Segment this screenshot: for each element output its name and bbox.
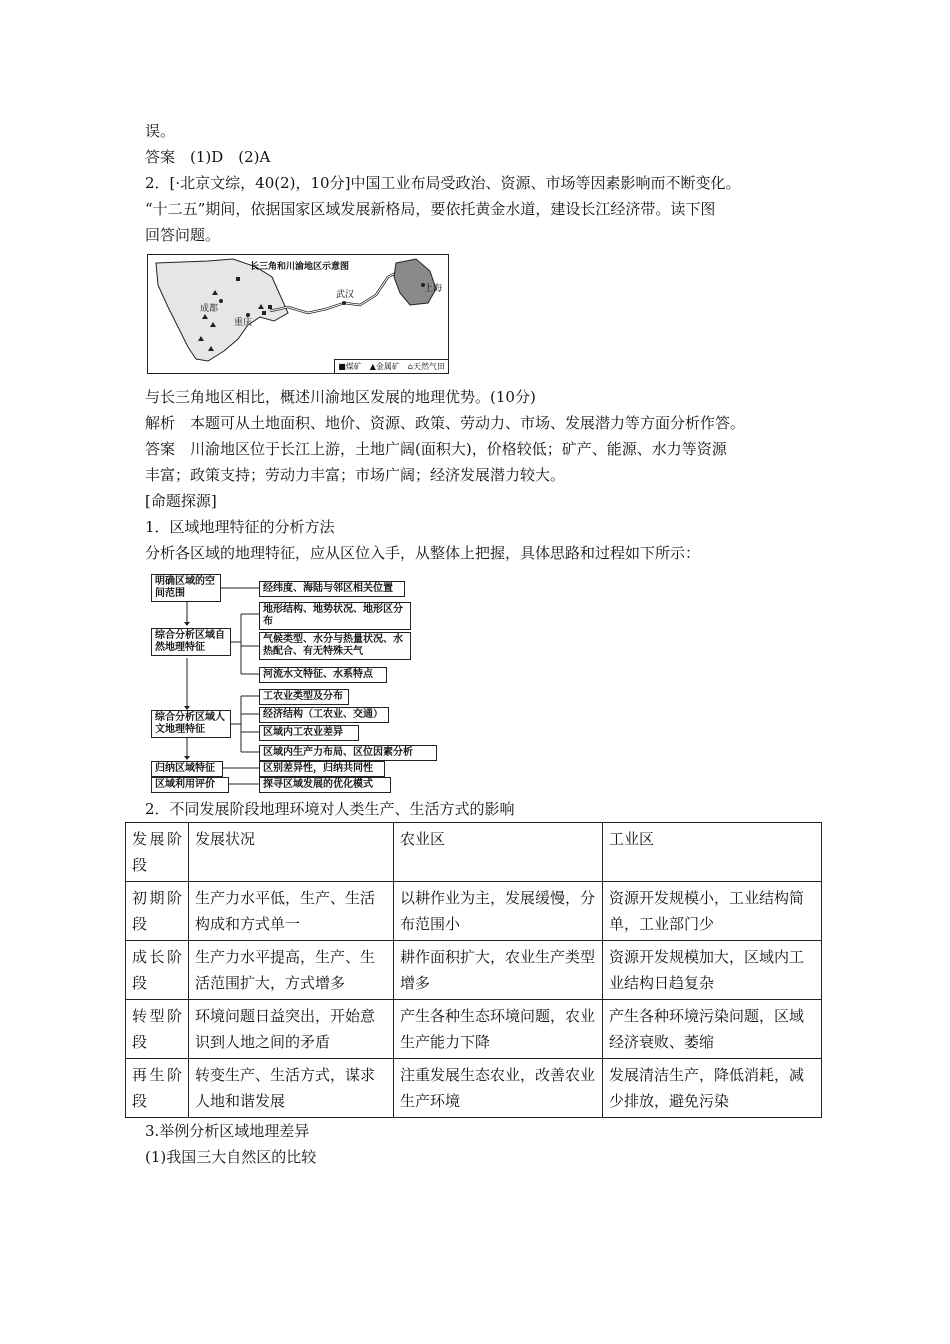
development-stage-table xyxy=(125,822,822,1118)
map-graphic xyxy=(148,255,448,373)
flow-detail: 地形结构、地势状况、地形区分布 xyxy=(259,602,411,630)
table-cell: 产生各种环境污染问题，区域经济衰败、萎缩 xyxy=(603,1000,822,1059)
table-cell: 转变生产、生活方式，谋求人地和谐发展 xyxy=(189,1059,394,1118)
flow-detail: 区别差异性，归纳共同性 xyxy=(259,761,385,777)
flow-detail: 区域内工农业差异 xyxy=(259,725,359,741)
section-heading: [命题探源] xyxy=(145,492,217,510)
subsection-heading: 3.举例分析区域地理差异 xyxy=(145,1122,310,1140)
table-cell: 生产力水平低，生产、生活构成和方式单一 xyxy=(189,882,394,941)
table-cell: 耕作面积扩大，农业生产类型增多 xyxy=(394,941,603,1000)
flow-detail: 工农业类型及分布 xyxy=(259,689,349,705)
table-cell: 注重发展生态农业，改善农业生产环境 xyxy=(394,1059,603,1118)
table-row xyxy=(126,941,822,1000)
flow-step: 区域利用评价 xyxy=(151,777,229,793)
table-cell: 产生各种生态环境问题，农业生产能力下降 xyxy=(394,1000,603,1059)
table-cell: 发展清洁生产，降低消耗，减少排放，避免污染 xyxy=(603,1059,822,1118)
table-header-cell: 发展状况 xyxy=(189,823,394,882)
flow-step: 归纳区域特征 xyxy=(151,761,223,777)
table-header-cell: 工业区 xyxy=(603,823,822,882)
city-label: 上海 xyxy=(424,284,443,294)
flow-detail: 经纬度、海陆与邻区相关位置 xyxy=(259,581,405,597)
question-line: “十二五”期间，依据国家区域发展新格局，要依托黄金水道，建设长江经济带。读下图 xyxy=(145,200,716,218)
map-title: 长三角和川渝地区示意图 xyxy=(250,262,350,272)
text-line: 分析各区域的地理特征，应从区位入手，从整体上把握，具体思路和过程如下所示： xyxy=(145,544,701,562)
city-label: 重庆 xyxy=(234,318,253,328)
answer-line: 答案 (1)D (2)A xyxy=(145,148,271,166)
flow-detail: 区域内生产力布局、区位因素分析 xyxy=(259,745,437,761)
table-cell: 以耕作业为主，发展缓慢，分布范围小 xyxy=(394,882,603,941)
table-header-cell: 发展阶段 xyxy=(126,823,189,882)
table-row xyxy=(126,882,822,941)
question-line: 与长三角地区相比，概述川渝地区发展的地理优势。(10分) xyxy=(145,388,536,406)
flow-step: 综合分析区域人文地理特征 xyxy=(151,710,231,738)
table-cell: 成长阶段 xyxy=(126,941,189,1000)
subsection-heading: 2．不同发展阶段地理环境对人类生产、生活方式的影响 xyxy=(145,800,515,818)
flow-detail: 探寻区域发展的优化模式 xyxy=(259,777,391,793)
flow-detail: 经济结构（工农业、交通） xyxy=(259,707,389,723)
table-cell: 资源开发规模小，工业结构简单，工业部门少 xyxy=(603,882,822,941)
subsection-heading: (1)我国三大自然区的比较 xyxy=(145,1148,317,1166)
analysis-line: 解析 本题可从土地面积、地价、资源、政策、劳动力、市场、发展潜力等方面分析作答。 xyxy=(145,414,746,432)
table-cell: 资源开发规模加大，区域内工业结构日趋复杂 xyxy=(603,941,822,1000)
document-body xyxy=(132,118,815,1170)
table-cell: 生产力水平提高，生产、生活范围扩大，方式增多 xyxy=(189,941,394,1000)
flow-step: 明确区域的空间范围 xyxy=(151,574,221,602)
analysis-flowchart xyxy=(151,572,451,788)
answer-line: 丰富；政策支持；劳动力丰富；市场广阔；经济发展潜力较大。 xyxy=(145,466,566,484)
table-row xyxy=(126,1000,822,1059)
table-header-row xyxy=(126,823,822,882)
table-cell: 环境问题日益突出，开始意识到人地之间的矛盾 xyxy=(189,1000,394,1059)
map-legend: ■煤矿 ▲金属矿 ⌂天然气田 xyxy=(334,359,448,373)
table-header-cell: 农业区 xyxy=(394,823,603,882)
region-map xyxy=(147,254,449,374)
table-cell: 再生阶段 xyxy=(126,1059,189,1118)
table-cell: 初期阶段 xyxy=(126,882,189,941)
flow-detail: 河流水文特征、水系特点 xyxy=(259,667,387,683)
table-row xyxy=(126,1059,822,1118)
table-cell: 转型阶段 xyxy=(126,1000,189,1059)
city-label: 武汉 xyxy=(336,290,355,300)
text-line: 误。 xyxy=(145,122,176,140)
flow-step: 综合分析区域自然地理特征 xyxy=(151,628,231,656)
question-line: 回答问题。 xyxy=(145,226,221,244)
flow-detail: 气候类型、水分与热量状况、水热配合、有无特殊天气 xyxy=(259,632,411,660)
subsection-heading: 1．区域地理特征的分析方法 xyxy=(145,518,335,536)
answer-line: 答案 川渝地区位于长江上游，土地广阔(面积大)，价格较低；矿产、能源、水力等资源 xyxy=(145,440,727,458)
question-line: 2．[·北京文综，40(2)，10分]中国工业布局受政治、资源、市场等因素影响而不断变化。 xyxy=(145,174,741,192)
city-label: 成都 xyxy=(200,304,219,314)
